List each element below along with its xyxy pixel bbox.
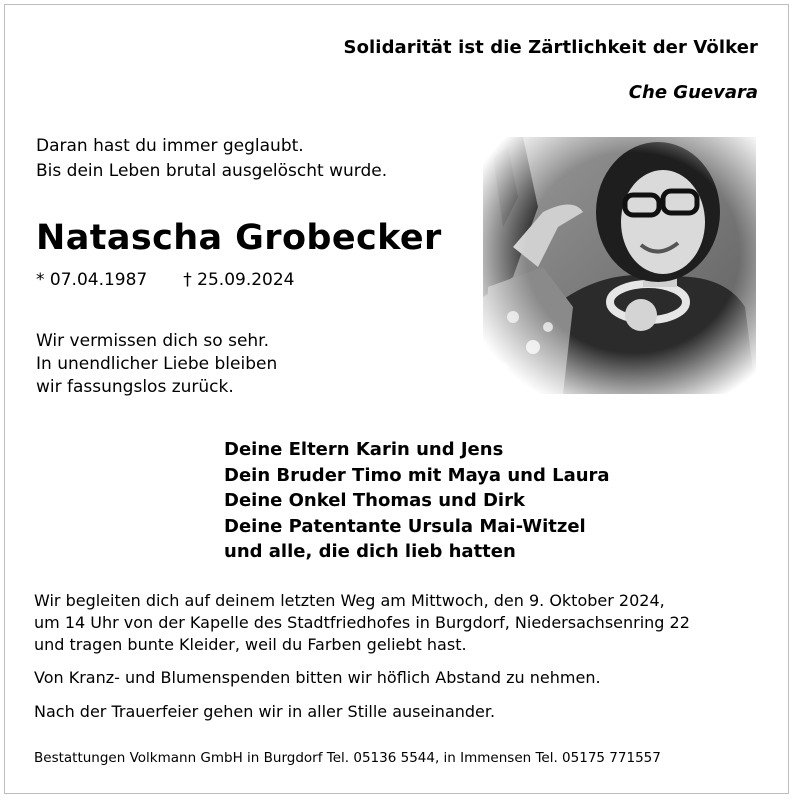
death-date: † 25.09.2024 [183,270,295,290]
family-list [224,437,610,565]
funeral-line: und tragen bunte Kleider, weil du Farben geliebt hast. [34,635,467,654]
flowers-note: Von Kranz- und Blumenspenden bitten wir höflich Abstand zu nehmen. [34,668,601,687]
mourning-line: In unendlicher Liebe bleiben [36,354,278,374]
funeral-line: Wir begleiten dich auf deinem letzten Weg am Mittwoch, den 9. Oktober 2024, [34,591,665,610]
funeral-line: um 14 Uhr von der Kapelle des Stadtfriedhofes in Burgdorf, Niedersachsenring 22 [34,613,690,632]
life-dates [36,270,295,290]
quote-author: Che Guevara [628,82,758,103]
undertaker-footer: Bestattungen Volkmann GmbH in Burgdorf Tel. 05136 5544, in Immensen Tel. 05175 771557 [34,750,661,766]
quote-text: Solidarität ist die Zärtlichkeit der Völker [343,37,758,58]
family-entry: Deine Eltern Karin und Jens [224,439,504,460]
mourning-text [36,330,277,399]
mourning-line: Wir vermissen dich so sehr. [36,331,270,351]
family-entry: Deine Patentante Ursula Mai-Witzel [224,515,586,537]
portrait-photo [483,137,756,394]
family-entry: Dein Bruder Timo mit Maya und Laura [224,464,610,486]
after-ceremony-note: Nach der Trauerfeier gehen wir in aller Stille auseinander. [34,702,496,721]
funeral-info [34,590,690,656]
intro-line: Daran hast du immer geglaubt. [36,136,304,156]
mourning-line: wir fassungslos zurück. [36,377,234,397]
intro-line: Bis dein Leben brutal ausgelöscht wurde. [36,161,388,181]
deceased-name: Natascha Grobecker [36,218,442,258]
intro-text [36,134,387,184]
family-entry: und alle, die dich lieb hatten [224,541,516,562]
family-entry: Deine Onkel Thomas und Dirk [224,490,525,511]
birth-date: * 07.04.1987 [36,270,148,290]
